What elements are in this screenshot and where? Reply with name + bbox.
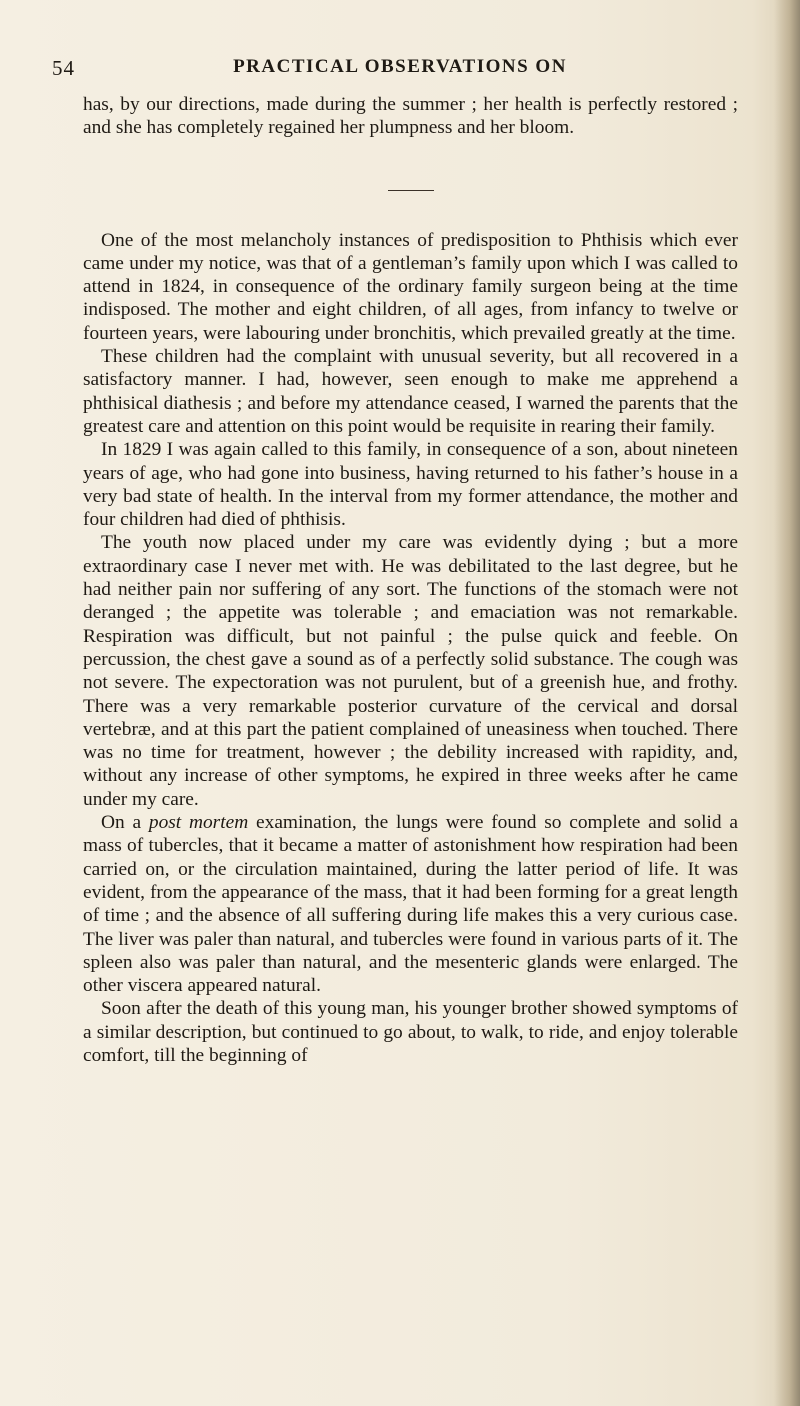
- italic-phrase: post mortem: [148, 812, 249, 834]
- section-divider: [388, 190, 434, 191]
- page-edge-shadow: [774, 0, 800, 1406]
- paragraph-lead: On a: [101, 812, 149, 834]
- paragraph-rest: examination, the lungs were found so complete and solid a mass of tubercles, that it became a matter of astonishment how respiration had been carried on, or the circulation maintained, during the latter period of life. It was evident, from the appearance of the mass, that it had been forming for a great length of time ; and the absence of all suffering during life makes this a very curious case. The liver was paler than natural, and tubercles were found in various parts of it. The spleen also was paler than natural, and the mesenteric glands were enlarged. The other viscera appeared natural.: [83, 812, 738, 997]
- paragraph: The youth now placed under my care was evidently dying ; but a more extraordinary case I never met with. He was debilitated to the last degree, but he had neither pain nor suffering of any sort. The functions of the stomach were not deranged ; the appetite was tolerable ; and emaciation was not remarkable. Respiration was difficult, but not painful ; the pulse quick and feeble. On percussion, the chest gave a sound as of a perfectly solid substance. The cough was not severe. The expectoration was not purulent, but of a greenish hue, and frothy. There was a very remarkable posterior curvature of the cervical and dorsal vertebræ, and at this part the patient complained of uneasiness when touched. There was no time for treatment, however ; the debility increased with rapidity, and, without any increase of other symptoms, he expired in three weeks after he came under my care.: [83, 532, 738, 810]
- body-text: [83, 93, 738, 1067]
- paragraph-continued: has, by our directions, made during the summer ; her health is perfectly restored ; and she has completely regained her plumpness and her bloom.: [83, 94, 738, 139]
- page-number: 54: [52, 56, 75, 80]
- paragraph: One of the most melancholy instances of predisposition to Phthisis which ever came under my notice, was that of a gentleman’s family upon which I was called to attend in 1824, in consequence of the ordinary family surgeon being at the time indisposed. The mother and eight children, of all ages, from infancy to twelve or fourteen years, were labouring under bronchitis, which prevailed greatly at the time.: [83, 229, 738, 344]
- paragraph: In 1829 I was again called to this family, in consequence of a son, about nineteen years of age, who had gone into business, having returned to his father’s house in a very bad state of health. In the interval from my former attendance, the mother and four children had died of phthisis.: [83, 439, 738, 531]
- paragraph: These children had the complaint with unusual severity, but all recovered in a satisfactory manner. I had, however, seen enough to make me apprehend a phthisical diathesis ; and before my attendance ceased, I warned the parents that the greatest care and attention on this point would be requisite in rearing their family.: [83, 346, 738, 437]
- paragraph: Soon after the death of this young man, his younger brother showed symptoms of a similar description, but continued to go about, to walk, to ride, and enjoy tolerable comfort, till the beginning of: [83, 998, 738, 1066]
- paragraph: [83, 811, 738, 997]
- running-head: PRACTICAL OBSERVATIONS ON: [233, 56, 567, 77]
- page-header: [20, 56, 780, 86]
